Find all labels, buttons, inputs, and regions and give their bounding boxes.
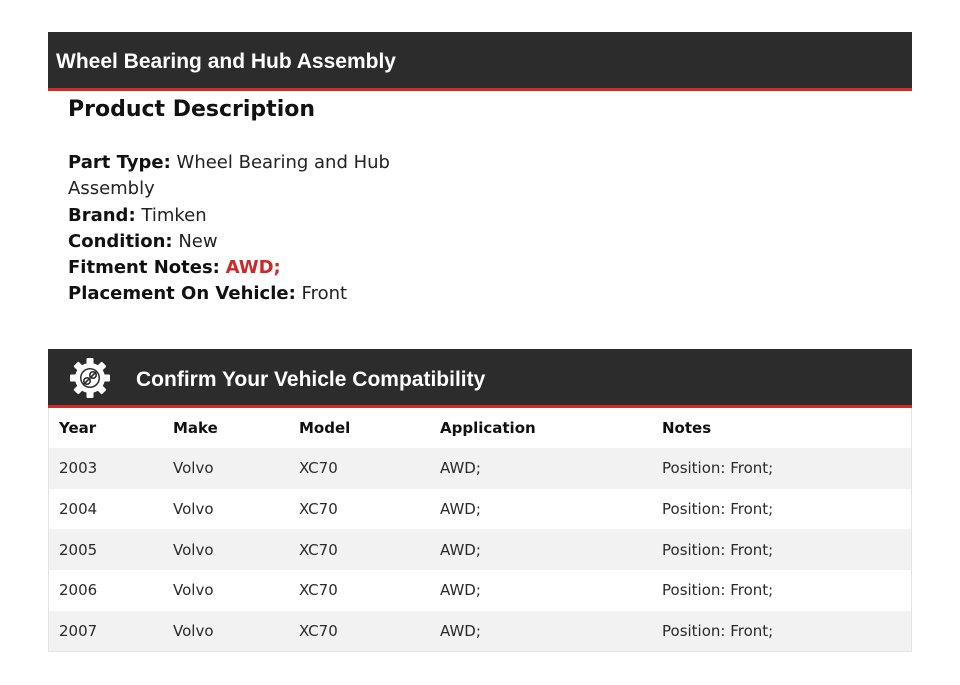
cell-model: XC70 <box>299 581 338 600</box>
column-header-year: Year <box>59 419 97 437</box>
cell-notes: Position: Front; <box>662 622 774 641</box>
cell-model: XC70 <box>299 459 338 478</box>
placement-label: Placement On Vehicle: <box>68 283 296 305</box>
placement-row <box>68 281 398 307</box>
table-row <box>49 611 911 652</box>
brand-value: Timken <box>141 204 207 226</box>
product-description-heading: Product Description <box>68 97 316 122</box>
condition-row <box>68 229 398 255</box>
column-header-application: Application <box>440 419 536 437</box>
cell-application: AWD; <box>440 540 481 559</box>
cell-make: Volvo <box>173 622 214 641</box>
product-header-bar <box>48 32 912 91</box>
fitment-notes-value: AWD; <box>225 257 281 279</box>
cell-notes: Position: Front; <box>662 459 774 478</box>
table-header-row <box>49 408 911 448</box>
fitment-notes-label: Fitment Notes: <box>68 257 220 279</box>
compatibility-header-bar <box>48 349 912 408</box>
part-type-value: Wheel Bearing and Hub Assembly <box>68 152 390 200</box>
compatibility-table <box>49 408 911 651</box>
product-description-details <box>68 150 398 308</box>
part-type-row <box>68 150 398 203</box>
condition-value: New <box>178 230 218 252</box>
column-header-notes: Notes <box>662 419 712 437</box>
cell-notes: Position: Front; <box>662 581 774 600</box>
column-header-make: Make <box>173 419 218 437</box>
placement-value: Front <box>301 283 348 305</box>
part-type-label: Part Type: <box>68 152 171 173</box>
cell-application: AWD; <box>440 622 481 641</box>
brand-label: Brand: <box>68 204 136 226</box>
table-row <box>49 570 911 611</box>
column-header-model: Model <box>299 419 351 437</box>
compatibility-table-container <box>48 408 912 652</box>
cell-model: XC70 <box>299 540 338 559</box>
fitment-notes-row <box>68 255 398 281</box>
cell-year: 2007 <box>59 622 98 641</box>
cell-year: 2005 <box>59 540 98 559</box>
cell-make: Volvo <box>173 581 214 600</box>
table-row <box>49 448 911 489</box>
table-row <box>49 529 911 570</box>
cell-year: 2003 <box>59 459 98 478</box>
brand-row <box>68 203 398 229</box>
product-title: Wheel Bearing and Hub Assembly <box>56 50 396 73</box>
cell-application: AWD; <box>440 500 481 519</box>
table-row <box>49 489 911 530</box>
cell-notes: Position: Front; <box>662 500 774 519</box>
gear-icon <box>68 356 112 400</box>
cell-year: 2006 <box>59 581 98 600</box>
cell-make: Volvo <box>173 459 214 478</box>
cell-make: Volvo <box>173 500 214 519</box>
cell-application: AWD; <box>440 459 481 478</box>
condition-label: Condition: <box>68 230 173 252</box>
cell-notes: Position: Front; <box>662 540 774 559</box>
cell-model: XC70 <box>299 622 338 641</box>
cell-model: XC70 <box>299 500 338 519</box>
cell-application: AWD; <box>440 581 481 600</box>
compatibility-title: Confirm Your Vehicle Compatibility <box>136 368 486 391</box>
cell-year: 2004 <box>59 500 98 519</box>
cell-make: Volvo <box>173 540 214 559</box>
